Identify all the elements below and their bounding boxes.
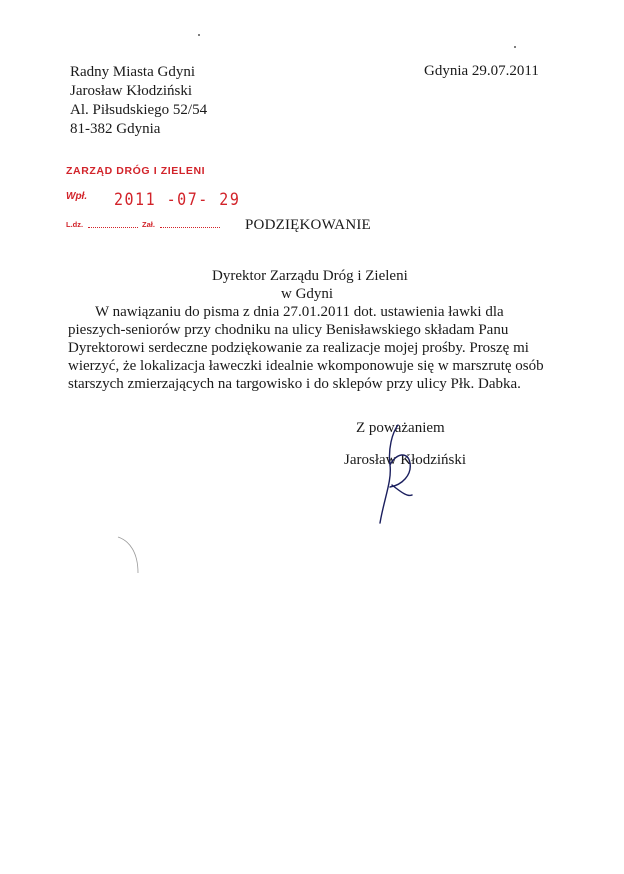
stamp-received-label: Wpł. xyxy=(66,191,88,202)
body-line: wierzyć, że lokalizacja ławeczki idealnie wkomponowuje się w marszrutę osób xyxy=(68,358,544,374)
body-line: starszych zmierzających na targowisko i do sklepów przy ulicy Płk. Dabka. xyxy=(68,376,521,392)
received-stamp xyxy=(64,165,241,240)
body-line: W nawiązaniu do pisma z dnia 27.01.2011 dot. ustawienia ławki dla xyxy=(95,304,504,320)
scan-speck xyxy=(198,34,200,36)
sender-street: Al. Piłsudskiego 52/54 xyxy=(70,102,208,118)
scan-speck xyxy=(514,46,516,48)
letter-title: PODZIĘKOWANIE xyxy=(245,217,371,233)
recipient-line-2: w Gdyni xyxy=(281,286,334,302)
stamp-ldz-label: L.dz. xyxy=(66,220,84,229)
body-line: Dyrektorowi serdeczne podziękowanie za realizacje mojej prośby. Proszę mi xyxy=(68,340,529,356)
sender-title: Radny Miasta Gdyni xyxy=(70,64,195,80)
sender-address xyxy=(70,63,207,139)
handwritten-signature xyxy=(368,423,428,528)
sender-city: 81-382 Gdynia xyxy=(70,121,161,137)
signer-name: Jarosław Kłodziński xyxy=(344,452,467,468)
stamp-zal-label: Zał. xyxy=(142,220,155,229)
body-line: pieszych-seniorów przy chodniku na ulicy Benisławskiego składam Panu xyxy=(68,322,509,338)
sender-name: Jarosław Kłodziński xyxy=(70,83,193,99)
letter-date: Gdynia 29.07.2011 xyxy=(424,63,539,79)
stamp-received-date: 2011 -07- 29 xyxy=(114,189,241,210)
stamp-ldz-field xyxy=(88,227,138,228)
closing-phrase: Z poważaniem xyxy=(356,420,445,436)
stamp-organization: ZARZĄD DRÓG I ZIELENI xyxy=(66,165,206,177)
letter-body xyxy=(68,303,548,393)
stamp-zal-field xyxy=(160,227,220,228)
scan-artifact-mark xyxy=(116,535,146,575)
recipient-line-1: Dyrektor Zarządu Dróg i Zieleni xyxy=(212,268,408,284)
